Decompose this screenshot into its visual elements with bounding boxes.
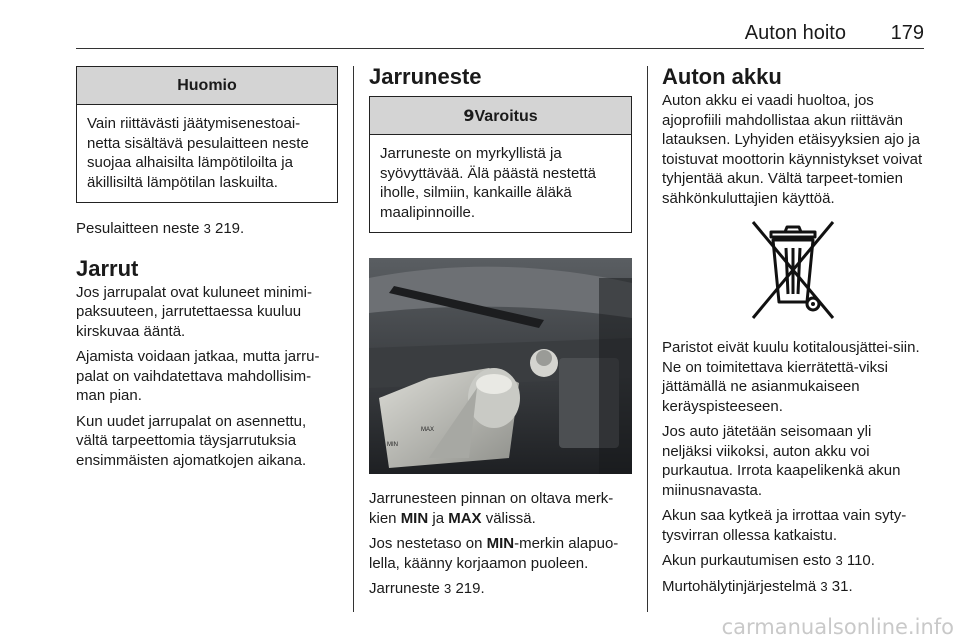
- battery-heading: Auton akku: [662, 64, 782, 89]
- note-box-title: Huomio: [77, 67, 337, 105]
- page-ref-arrow-icon: 3: [203, 221, 211, 236]
- brake-fluid-ref[interactable]: Jarruneste 3 219.: [369, 580, 485, 597]
- watermark: carmanualsonline.info: [721, 615, 954, 639]
- min-mark-label: MIN: [387, 442, 398, 448]
- column-middle: [369, 66, 632, 599]
- warning-triangle-icon: 9: [463, 106, 475, 125]
- battery-disposal-paragraph: Paristot eivät kuulu kotitalousjättei-siin. Ne on toimitettava kierrätettä-viksi jättämällä ne asianmukaiseen keräyspisteeseen.: [662, 339, 920, 415]
- page-number: 179: [890, 22, 924, 44]
- warning-box: [369, 96, 632, 233]
- crossed-out-bin-icon: [662, 218, 924, 328]
- alarm-system-ref[interactable]: Murtohälytinjärjestelmä 3 31.: [662, 577, 853, 595]
- page-header: [76, 0, 924, 49]
- page-ref-arrow-icon: 3: [444, 581, 452, 596]
- warning-box-title: 9Varoitus: [370, 97, 631, 135]
- warning-box-body: Jarruneste on myrkyllistä ja syövyttävää. Älä päästä nestettä iholle, silmiin, kankaille äläkä maalipinnoille.: [380, 145, 596, 221]
- battery-connect-paragraph: Akun saa kytkeä ja irrottaa vain syty-tysvirran ollessa katkaistu.: [662, 507, 907, 544]
- brakes-paragraph: Jos jarrupalat ovat kuluneet minimi-paksuuteen, jarrutettaessa kuuluu kirskuvaa ääntä.: [76, 283, 312, 340]
- column-divider: [353, 66, 354, 612]
- note-box: [76, 66, 338, 203]
- max-mark-label: MAX: [421, 427, 435, 433]
- fluid-level-paragraph: Jarrunesteen pinnan on oltava merk-kien MIN ja MAX välissä.: [369, 490, 614, 527]
- column-right: [662, 66, 924, 596]
- brakes-paragraph: Kun uudet jarrupalat on asennettu, vältä tarpeettomia täysjarrutuksia ensimmäisten ajomatkojen aikana.: [76, 412, 307, 469]
- page-ref-arrow-icon: 3: [820, 578, 828, 594]
- brakes-paragraph: Ajamista voidaan jatkaa, mutta jarru-palat on vaihdatettava mahdollisim-man pian.: [76, 348, 320, 404]
- brakes-heading: Jarrut: [76, 255, 139, 281]
- note-box-body: Vain riittävästi jäätymisenestoai-netta sisältävä pesulaitteen neste suojaa alhaisilta lämpötiloilta ja äkillisiltä lämpötilan laskuilta.: [87, 115, 309, 191]
- battery-storage-paragraph: Jos auto jätetään seisomaan yli neljäksi viikoksi, auton akku voi purkautua. Irrota kaapelikenkä akun miinusnavasta.: [662, 423, 901, 499]
- section-title: Auton hoito: [744, 22, 846, 44]
- battery-intro: Auton akku ei vaadi huoltoa, jos ajoprofiili mahdollistaa akun riittävän latauksen. Lyhyiden etäisyyksien ajo ja toistuvat moottorin käynnistykset voivat tyhjentää akun. Vältä tarpeet-tomien sähkönkuluttajien käyttöä.: [662, 92, 923, 207]
- page-ref-arrow-icon: 3: [835, 553, 843, 568]
- column-left: [76, 66, 338, 470]
- brake-fluid-heading: Jarruneste: [369, 64, 482, 89]
- brake-fluid-reservoir-photo: [369, 258, 632, 474]
- battery-discharge-ref[interactable]: Akun purkautumisen esto 3 110.: [662, 552, 875, 569]
- engine-bay-illustration: [369, 258, 632, 474]
- column-divider: [647, 66, 648, 612]
- low-level-paragraph: Jos nestetaso on MIN-merkin alapuo-lella, käänny korjaamon puoleen.: [369, 535, 619, 572]
- washer-fluid-ref[interactable]: Pesulaitteen neste 3 219.: [76, 220, 245, 237]
